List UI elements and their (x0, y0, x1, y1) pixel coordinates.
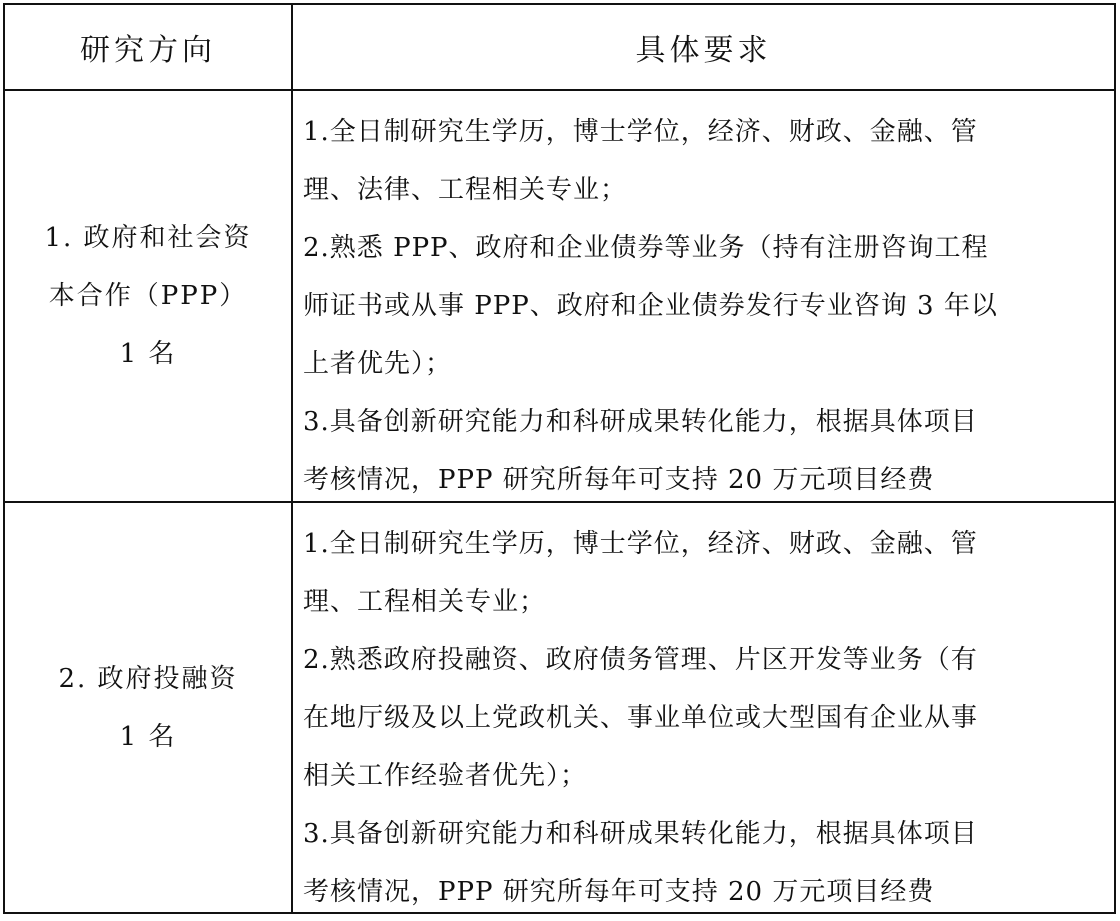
direction-cell (5, 503, 293, 912)
requirement-line: 考核情况，PPP 研究所每年可支持 20 万元项目经费 (303, 877, 935, 907)
requirements-text (303, 103, 1108, 509)
requirement-line: 1.全日制研究生学历，博士学位，经济、财政、金融、管 (303, 529, 978, 559)
table-row (5, 91, 1114, 503)
requirement-line: 相关工作经验者优先）； (303, 761, 588, 791)
requirement-line: 2.熟悉政府投融资、政府债务管理、片区开发等业务（有 (303, 645, 978, 675)
requirement-line: 1.全日制研究生学历，博士学位，经济、财政、金融、管 (303, 117, 978, 147)
direction-text (23, 209, 273, 383)
requirement-line: 理、工程相关专业； (303, 587, 547, 617)
requirements-cell (293, 91, 1114, 501)
direction-cell (5, 91, 293, 501)
requirement-line: 理、法律、工程相关专业； (303, 175, 628, 205)
requirement-line: 考核情况，PPP 研究所每年可支持 20 万元项目经费 (303, 465, 935, 495)
header-direction-label: 研究方向 (80, 33, 216, 68)
direction-line: 本合作（PPP） (48, 281, 248, 311)
requirement-line: 3.具备创新研究能力和科研成果转化能力，根据具体项目 (303, 819, 978, 849)
header-cell-requirements (293, 5, 1114, 89)
requirement-line: 在地厅级及以上党政机关、事业单位或大型国有企业从事 (303, 703, 979, 733)
direction-line: 1. 政府和社会资 (44, 223, 252, 253)
header-cell-direction (5, 5, 293, 89)
direction-line: 2. 政府投融资 (58, 663, 238, 694)
requirements-cell (293, 503, 1114, 912)
direction-count: 1 名 (119, 339, 177, 369)
requirements-table (3, 3, 1116, 914)
requirement-line: 师证书或从事 PPP、政府和企业债券发行专业咨询 3 年以 (303, 291, 998, 321)
direction-count: 1 名 (119, 721, 177, 752)
header-requirements-label: 具体要求 (635, 33, 772, 68)
requirement-line: 3.具备创新研究能力和科研成果转化能力，根据具体项目 (303, 407, 978, 437)
table-row (5, 503, 1114, 912)
direction-text (23, 650, 273, 766)
table-header-row (5, 5, 1114, 91)
requirement-line: 2.熟悉 PPP、政府和企业债券等业务（持有注册咨询工程 (303, 233, 989, 263)
requirements-text (303, 515, 1108, 921)
requirement-line: 上者优先）； (303, 349, 453, 379)
